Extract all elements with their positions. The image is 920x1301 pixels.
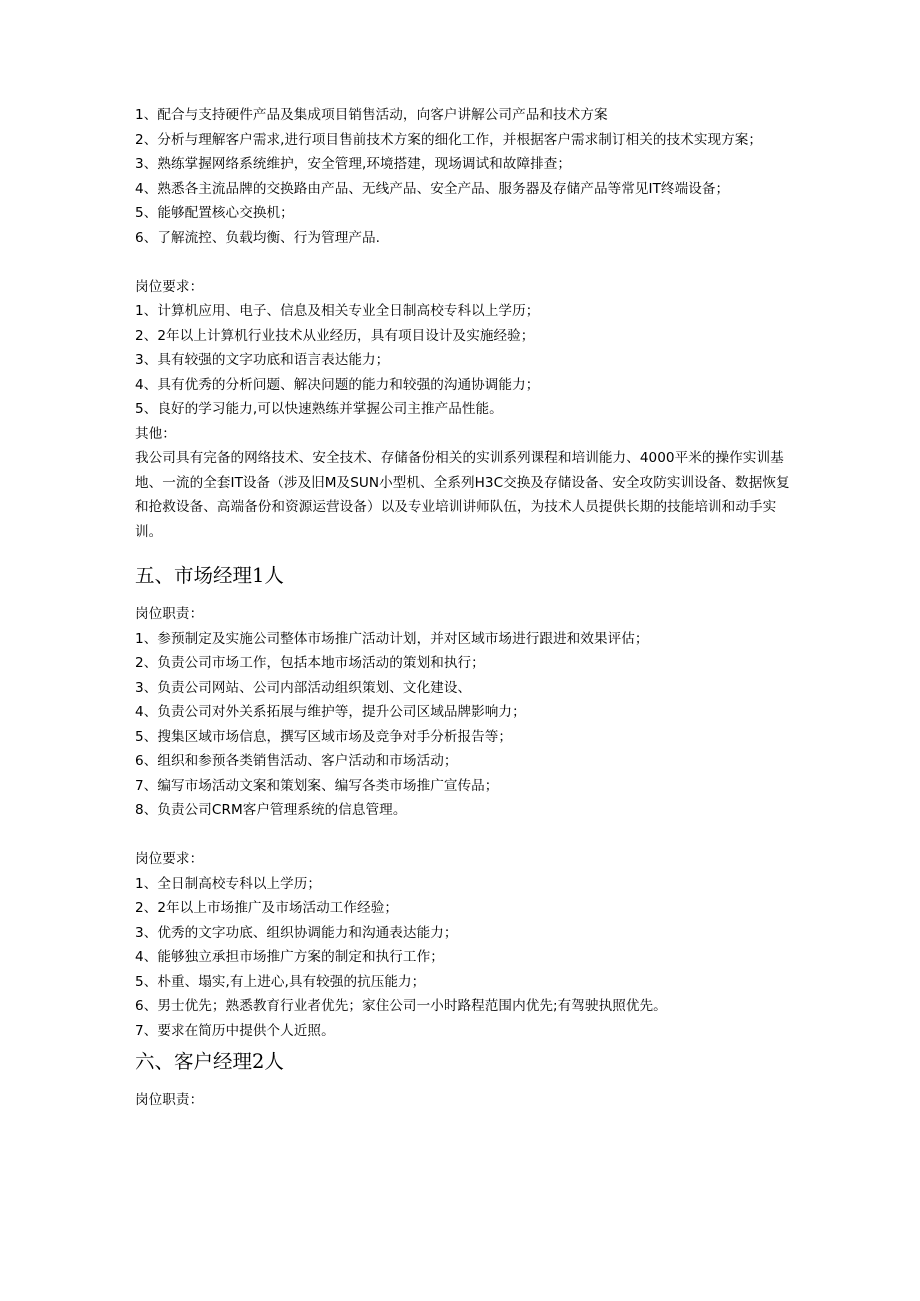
list-item: 3、熟练掌握网络系统维护，安全管理,环境搭建，现场调试和故障排查； bbox=[135, 156, 572, 172]
spacer bbox=[135, 823, 790, 848]
section-label: 岗位职责： bbox=[135, 1092, 204, 1108]
list-item: 2、2年以上计算机行业技术从业经历，具有项目设计及实施经验； bbox=[135, 327, 535, 344]
list-item: 4、能够独立承担市场推广方案的制定和执行工作； bbox=[135, 949, 444, 965]
list-item: 6、组织和参预各类销售活动、客户活动和市场活动； bbox=[135, 753, 458, 769]
paragraph: 我公司具有完备的网络技术、安全技术、存储备份相关的实训系列课程和培训能力、4000平米的操作实训基地、一流的全套IT设备（涉及旧M及SUN小型机、全系列H3C交换及存储设备、安全攻防实训设备、数据恢复和抢救设备、高端备份和资源运营设备）以及专业培训讲师队伍，为技术人员提供长期的技能培训和动手实训。 bbox=[135, 450, 790, 540]
list-item: 3、负责公司网站、公司内部活动组织策划、文化建设、 bbox=[135, 679, 472, 696]
list-item: 2、2年以上市场推广及市场活动工作经验； bbox=[135, 900, 398, 916]
list-item: 6、男士优先；熟悉教育行业者优先；家住公司一小时路程范围内优先;有驾驶执照优先。 bbox=[135, 998, 667, 1014]
document-content bbox=[135, 103, 790, 1113]
list-item: 5、良好的学习能力,可以快速熟练并掌握公司主推产品性能。 bbox=[135, 401, 503, 417]
list-item: 8、负责公司CRM客户管理系统的信息管理。 bbox=[135, 802, 407, 818]
section-label: 岗位要求： bbox=[135, 278, 204, 295]
list-item: 7、要求在简历中提供个人近照。 bbox=[135, 1022, 335, 1039]
section-label: 岗位职责： bbox=[135, 606, 204, 622]
list-item: 1、计算机应用、电子、信息及相关专业全日制高校专科以上学历； bbox=[135, 303, 540, 319]
list-item: 5、搜集区域市场信息，撰写区域市场及竞争对手分析报告等； bbox=[135, 728, 513, 745]
list-item: 2、负责公司市场工作，包括本地市场活动的策划和执行； bbox=[135, 655, 485, 671]
list-item: 1、配合与支持硬件产品及集成项目销售活动，向客户讲解公司产品和技术方案 bbox=[135, 107, 608, 123]
list-item: 5、能够配置核心交换机； bbox=[135, 205, 294, 221]
section-heading: 五、市场经理1人 bbox=[135, 564, 284, 587]
list-item: 3、优秀的文字功底、组织协调能力和沟通表达能力； bbox=[135, 924, 458, 941]
list-item: 1、参预制定及实施公司整体市场推广活动计划，并对区域市场进行跟进和效果评估； bbox=[135, 630, 649, 647]
section-label: 岗位要求： bbox=[135, 851, 204, 867]
section-label: 其他： bbox=[135, 425, 176, 442]
section-heading: 六、客户经理2人 bbox=[135, 1050, 284, 1073]
spacer bbox=[135, 591, 790, 602]
spacer bbox=[135, 250, 790, 275]
list-item: 6、了解流控、负载均衡、行为管理产品. bbox=[135, 229, 381, 246]
list-item: 4、负责公司对外关系拓展与维护等，提升公司区域品牌影响力； bbox=[135, 704, 526, 720]
list-item: 4、熟悉各主流品牌的交换路由产品、无线产品、安全产品、服务器及存储产品等常见IT终端设备； bbox=[135, 180, 730, 197]
spacer bbox=[135, 544, 790, 561]
list-item: 5、朴重、塌实,有上进心,具有较强的抗压能力； bbox=[135, 973, 426, 990]
list-item: 7、编写市场活动文案和策划案、编写各类市场推广宣传品； bbox=[135, 777, 499, 794]
list-item: 4、具有优秀的分析问题、解决问题的能力和较强的沟通协调能力； bbox=[135, 376, 540, 393]
spacer bbox=[135, 1077, 790, 1088]
list-item: 2、分析与理解客户需求,进行项目售前技术方案的细化工作，并根据客户需求制订相关的技术实现方案； bbox=[135, 131, 763, 148]
list-item: 1、全日制高校专科以上学历； bbox=[135, 875, 322, 892]
list-item: 3、具有较强的文字功底和语言表达能力； bbox=[135, 352, 390, 368]
